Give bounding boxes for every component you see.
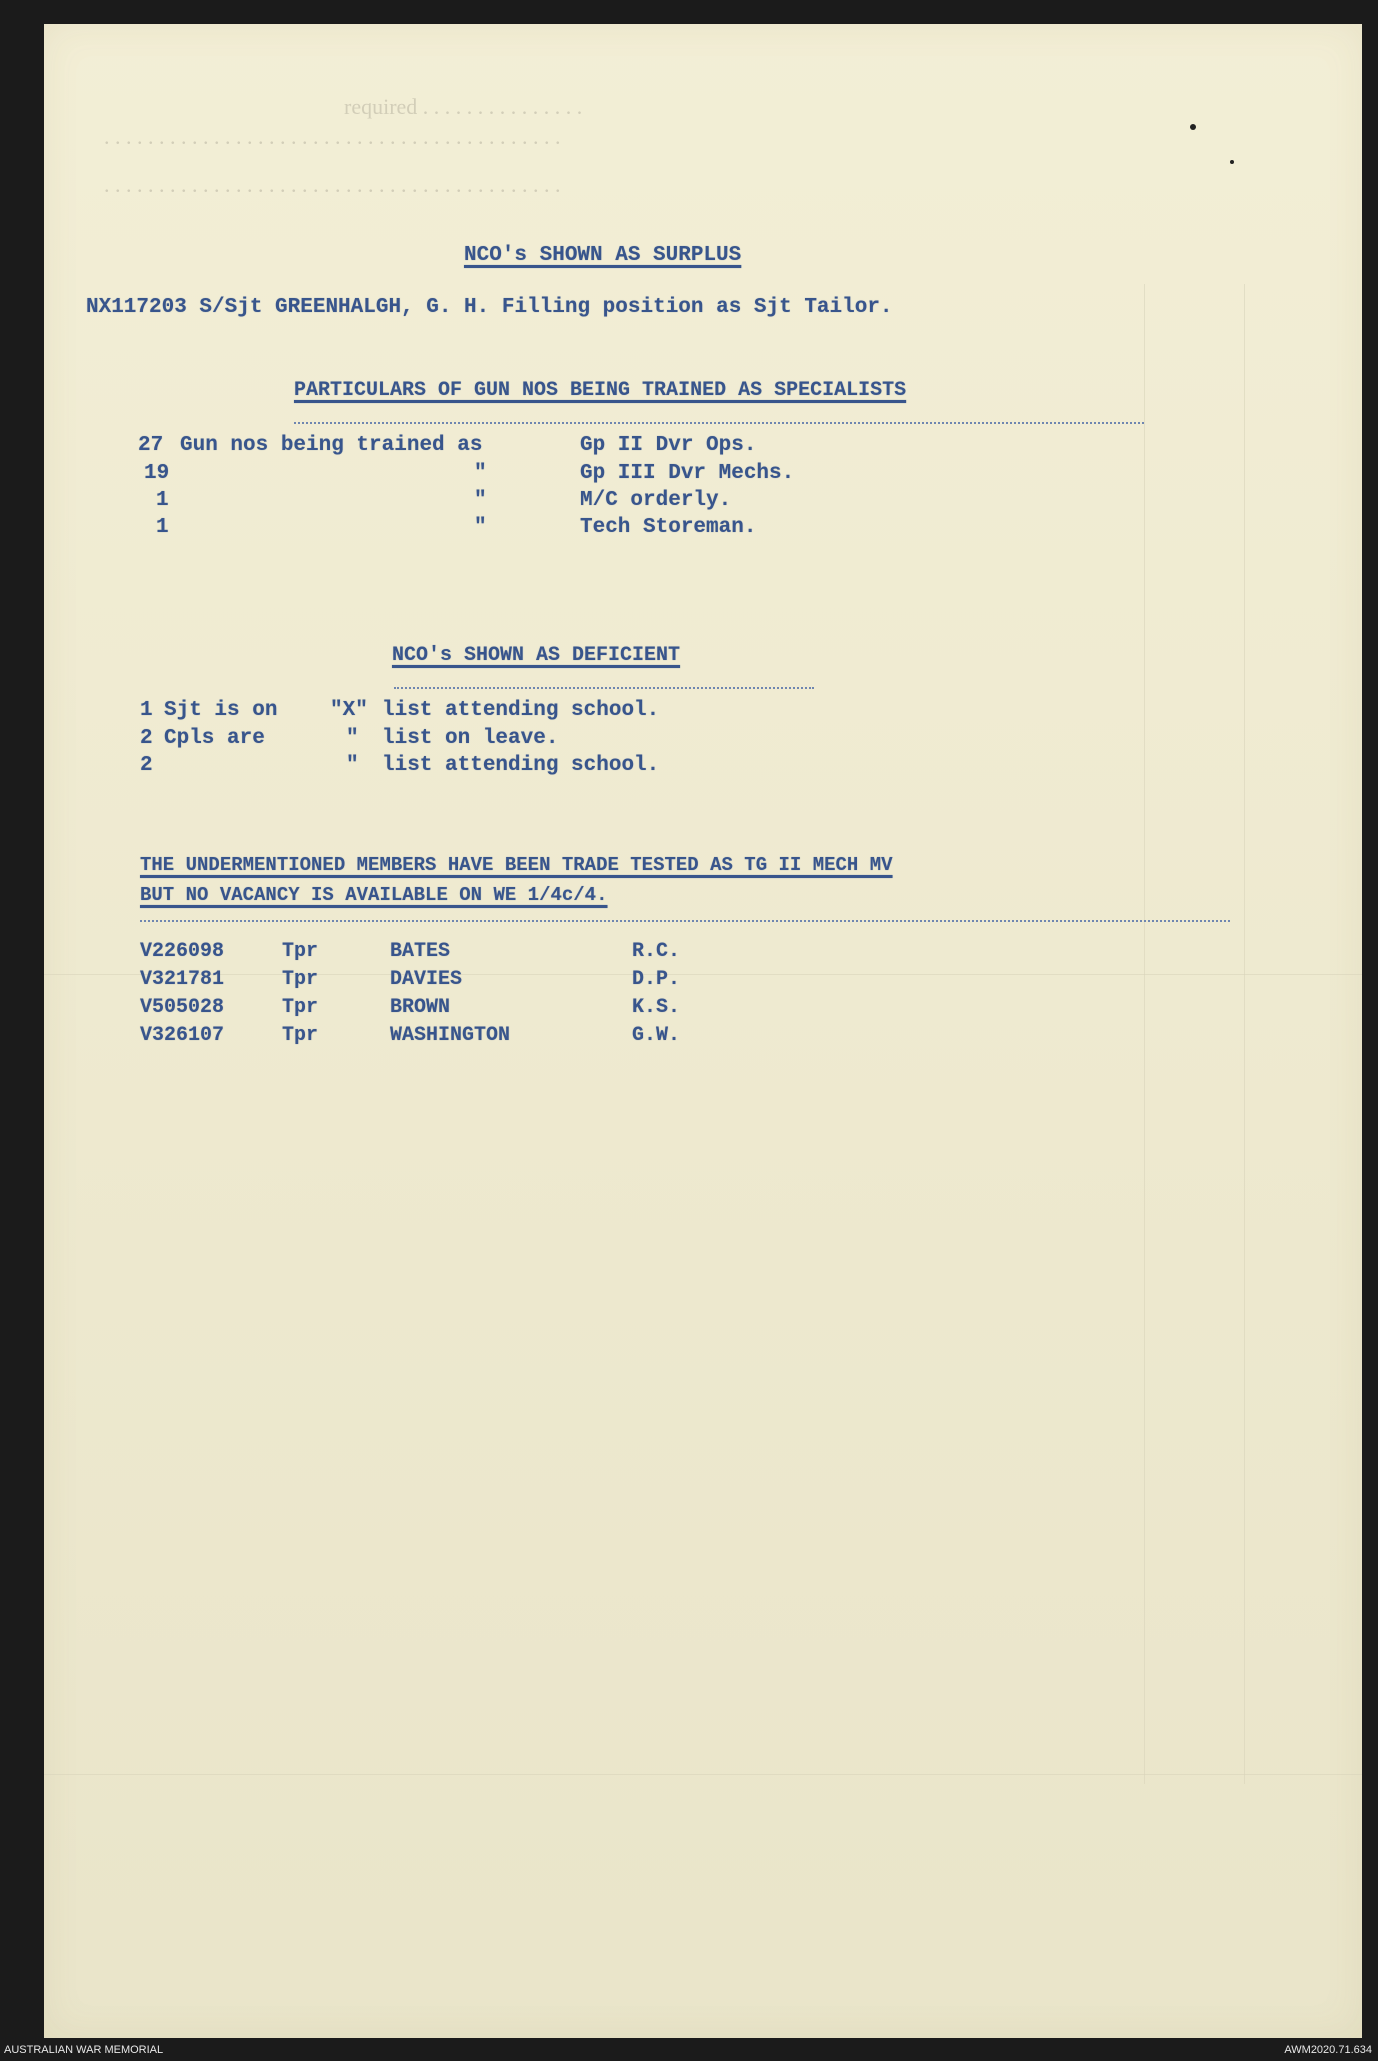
show-through-text: . . . . . . . . . . . . . . . . . . . . . . . . . . . . . . . . . . . . . . . . . . (104, 124, 561, 149)
dotted-rule (394, 687, 814, 689)
rank: Sjt is on (164, 699, 278, 722)
show-through-rule (1144, 284, 1145, 1784)
description: list attending school. (382, 699, 660, 722)
description: Gun nos being trained as (180, 434, 483, 457)
service-number: V505028 (140, 996, 225, 1019)
description: list attending school. (382, 754, 660, 777)
ditto-mark: " (474, 516, 487, 539)
surplus-heading: NCO's SHOWN AS SURPLUS (464, 244, 742, 267)
description: list on leave. (382, 727, 559, 750)
ditto-mark: " (474, 489, 487, 512)
list-mark: "X" (330, 699, 368, 722)
show-through-text: required . . . . . . . . . . . . . . . (344, 94, 583, 119)
list-mark: " (346, 754, 359, 777)
document-page (44, 24, 1362, 2038)
count: 1 (156, 516, 169, 539)
specialists-heading: PARTICULARS OF GUN NOS BEING TRAINED AS SPECIALISTS (294, 379, 907, 402)
count: 19 (144, 462, 170, 485)
count: 1 (156, 489, 169, 512)
list-mark: " (346, 727, 359, 750)
surname: DAVIES (390, 968, 463, 991)
rank: Tpr (282, 1024, 319, 1047)
service-number: V321781 (140, 968, 225, 991)
service-number: V226098 (140, 940, 225, 963)
rank: Cpls are (164, 727, 265, 750)
rank: Tpr (282, 968, 319, 991)
count: 2 (140, 754, 153, 777)
deficient-heading: NCO's SHOWN AS DEFICIENT (392, 644, 681, 667)
dotted-rule (294, 422, 1144, 424)
trade: Gp II Dvr Ops. (580, 434, 757, 457)
initials: R.C. (632, 940, 681, 963)
count: 1 (140, 699, 153, 722)
initials: D.P. (632, 968, 681, 991)
count: 2 (140, 727, 153, 750)
trade: Tech Storeman. (580, 516, 757, 539)
archive-footer (0, 2038, 1378, 2061)
show-through-rule (44, 974, 1362, 975)
service-number: V326107 (140, 1024, 225, 1047)
show-through-rule (44, 1774, 1362, 1775)
show-through-rule (1244, 284, 1245, 1784)
surname: WASHINGTON (390, 1024, 511, 1047)
dotted-rule (140, 920, 1230, 922)
ditto-mark: " (474, 462, 487, 485)
initials: G.W. (632, 1024, 681, 1047)
footer-institution: AUSTRALIAN WAR MEMORIAL (4, 2044, 164, 2056)
punch-mark (1190, 124, 1196, 130)
trade: Gp III Dvr Mechs. (580, 462, 795, 485)
surname: BATES (390, 940, 451, 963)
rank: Tpr (282, 996, 319, 1019)
initials: K.S. (632, 996, 681, 1019)
trade-tested-heading-line2: BUT NO VACANCY IS AVAILABLE ON WE 1/4c/4. (140, 884, 608, 906)
trade: M/C orderly. (580, 489, 732, 512)
surplus-line: NX117203 S/Sjt GREENHALGH, G. H. Filling position as Sjt Tailor. (86, 296, 893, 319)
footer-accession-number: AWM2020.71.634 (1284, 2044, 1372, 2056)
trade-tested-heading-line1: THE UNDERMENTIONED MEMBERS HAVE BEEN TRADE TESTED AS TG II MECH MV (140, 854, 893, 876)
count: 27 (138, 434, 164, 457)
surname: BROWN (390, 996, 451, 1019)
show-through-text: . . . . . . . . . . . . . . . . . . . . . . . . . . . . . . . . . . . . . . . . . . (104, 172, 561, 197)
rank: Tpr (282, 940, 319, 963)
punch-mark (1230, 160, 1234, 164)
